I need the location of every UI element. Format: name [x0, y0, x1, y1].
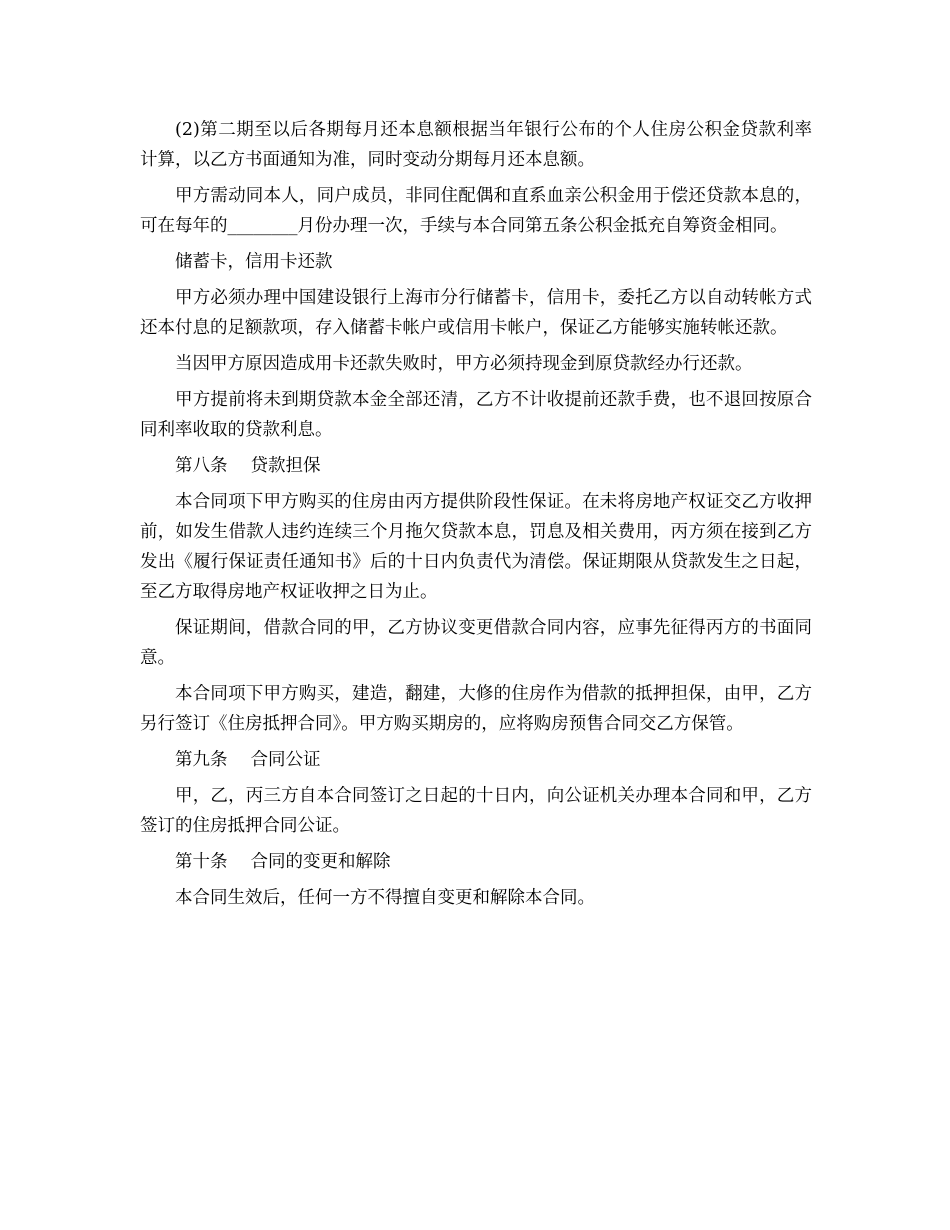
heading-article-10: 第十条 合同的变更和解除 — [175, 852, 391, 872]
paragraph-early-repayment: 甲方提前将未到期贷款本金全部还清，乙方不计收提前还款手费，也不退回按原合同利率收取的贷款利息。 — [140, 390, 812, 440]
paragraph-repayment-period-two: (2)第二期至以后各期每月还本息额根据当年银行公布的个人住房公积金贷款利率计算，以乙方书面通知为准，同时变动分期每月还本息额。 — [140, 120, 812, 170]
paragraph-card-account: 甲方必须办理中国建设银行上海市分行储蓄卡，信用卡，委托乙方以自动转帐方式还本付息的足额款项，存入储蓄卡帐户或信用卡帐户，保证乙方能够实施转帐还款。 — [140, 288, 812, 338]
document-body — [140, 115, 812, 919]
paragraph-card-failure: 当因甲方原因造成用卡还款失败时，甲方必须持现金到原贷款经办行还款。 — [175, 354, 753, 374]
paragraph-phased-guarantee: 本合同项下甲方购买的住房由丙方提供阶段性保证。在未将房地产权证交乙方收押前，如发生借款人违约连续三个月拖欠贷款本息，罚息及相关费用，丙方须在接到乙方发出《履行保证责任通知书》后的十日内负责代为清偿。保证期限从贷款发生之日起，至乙方取得房地产权证收押之日为止。 — [140, 492, 812, 602]
heading-card-repayment: 储蓄卡，信用卡还款 — [175, 252, 333, 272]
paragraph-provident-fund-repayment: 甲方需动同本人，同户成员，非同住配偶和直系血亲公积金用于偿还贷款本息的，可在每年的________月份办理一次，手续与本合同第五条公积金抵充自筹资金相同。 — [140, 186, 812, 236]
paragraph-mortgage-guarantee: 本合同项下甲方购买，建造，翻建，大修的住房作为借款的抵押担保，由甲，乙方另行签订《住房抵押合同》。甲方购买期房的，应将购房预售合同交乙方保管。 — [140, 684, 812, 734]
paragraph-guarantee-consent: 保证期间，借款合同的甲，乙方协议变更借款合同内容，应事先征得丙方的书面同意。 — [140, 618, 812, 668]
paragraph-notarization: 甲，乙，丙三方自本合同签订之日起的十日内，向公证机关办理本合同和甲，乙方签订的住房抵押合同公证。 — [140, 786, 812, 836]
heading-article-9: 第九条 合同公证 — [175, 750, 321, 770]
heading-article-8: 第八条 贷款担保 — [175, 456, 321, 476]
paragraph-no-unilateral-change: 本合同生效后，任何一方不得擅自变更和解除本合同。 — [175, 888, 595, 908]
